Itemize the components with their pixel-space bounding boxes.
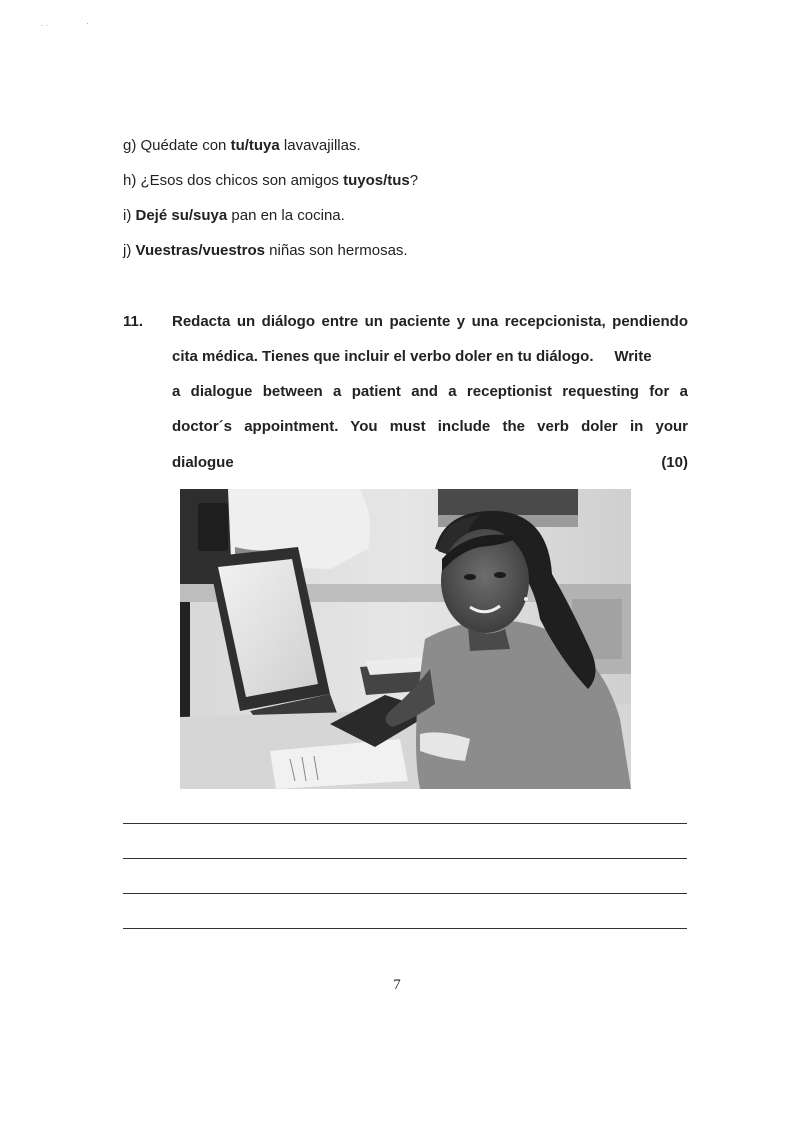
question-marks: (10) bbox=[661, 454, 688, 471]
item-text: i) bbox=[123, 207, 136, 224]
answer-line-3[interactable] bbox=[123, 893, 687, 894]
page-number: 7 bbox=[393, 977, 401, 993]
answer-line-2[interactable] bbox=[123, 858, 687, 859]
question-line-2: cita médica. Tienes que incluir el verbo doler en tu diálogo. Write bbox=[172, 348, 652, 365]
question-number: 11. bbox=[123, 313, 144, 330]
answer-line-1[interactable] bbox=[123, 823, 687, 824]
exercise-item-g bbox=[123, 136, 361, 156]
item-text: pan en la cocina. bbox=[227, 207, 345, 224]
question-line-3: a dialogue between a patient and a receptionist requesting for a bbox=[172, 383, 688, 400]
exercise-item-j bbox=[123, 241, 408, 261]
item-text: lavavajillas. bbox=[279, 137, 361, 154]
item-text: ? bbox=[409, 172, 419, 189]
item-text: niñas son hermosas. bbox=[265, 242, 408, 259]
item-bold-choice: Dejé su/suya bbox=[135, 207, 228, 224]
item-bold-choice: Vuestras/vuestros bbox=[135, 242, 266, 259]
item-text: j) bbox=[123, 242, 136, 259]
receptionist-photo bbox=[180, 489, 631, 789]
exercise-item-h bbox=[123, 171, 418, 191]
question-line-4: doctor´s appointment. You must include the verb doler in your bbox=[172, 418, 688, 435]
item-text: h) ¿Esos dos chicos son amigos bbox=[123, 172, 344, 189]
item-bold-choice: tuyos/tus bbox=[343, 172, 410, 189]
question-last-line bbox=[172, 453, 688, 473]
scan-speck: · · bbox=[40, 20, 49, 30]
exercise-item-i bbox=[123, 206, 345, 226]
item-bold-choice: tu/tuya bbox=[230, 137, 280, 154]
question-line-1: Redacta un diálogo entre un paciente y una recepcionista, pendiendo bbox=[172, 313, 688, 330]
scan-speck: · bbox=[86, 18, 89, 28]
item-text: g) Quédate con bbox=[123, 137, 231, 154]
question-line-5: dialogue bbox=[172, 454, 234, 471]
answer-line-4[interactable] bbox=[123, 928, 687, 929]
